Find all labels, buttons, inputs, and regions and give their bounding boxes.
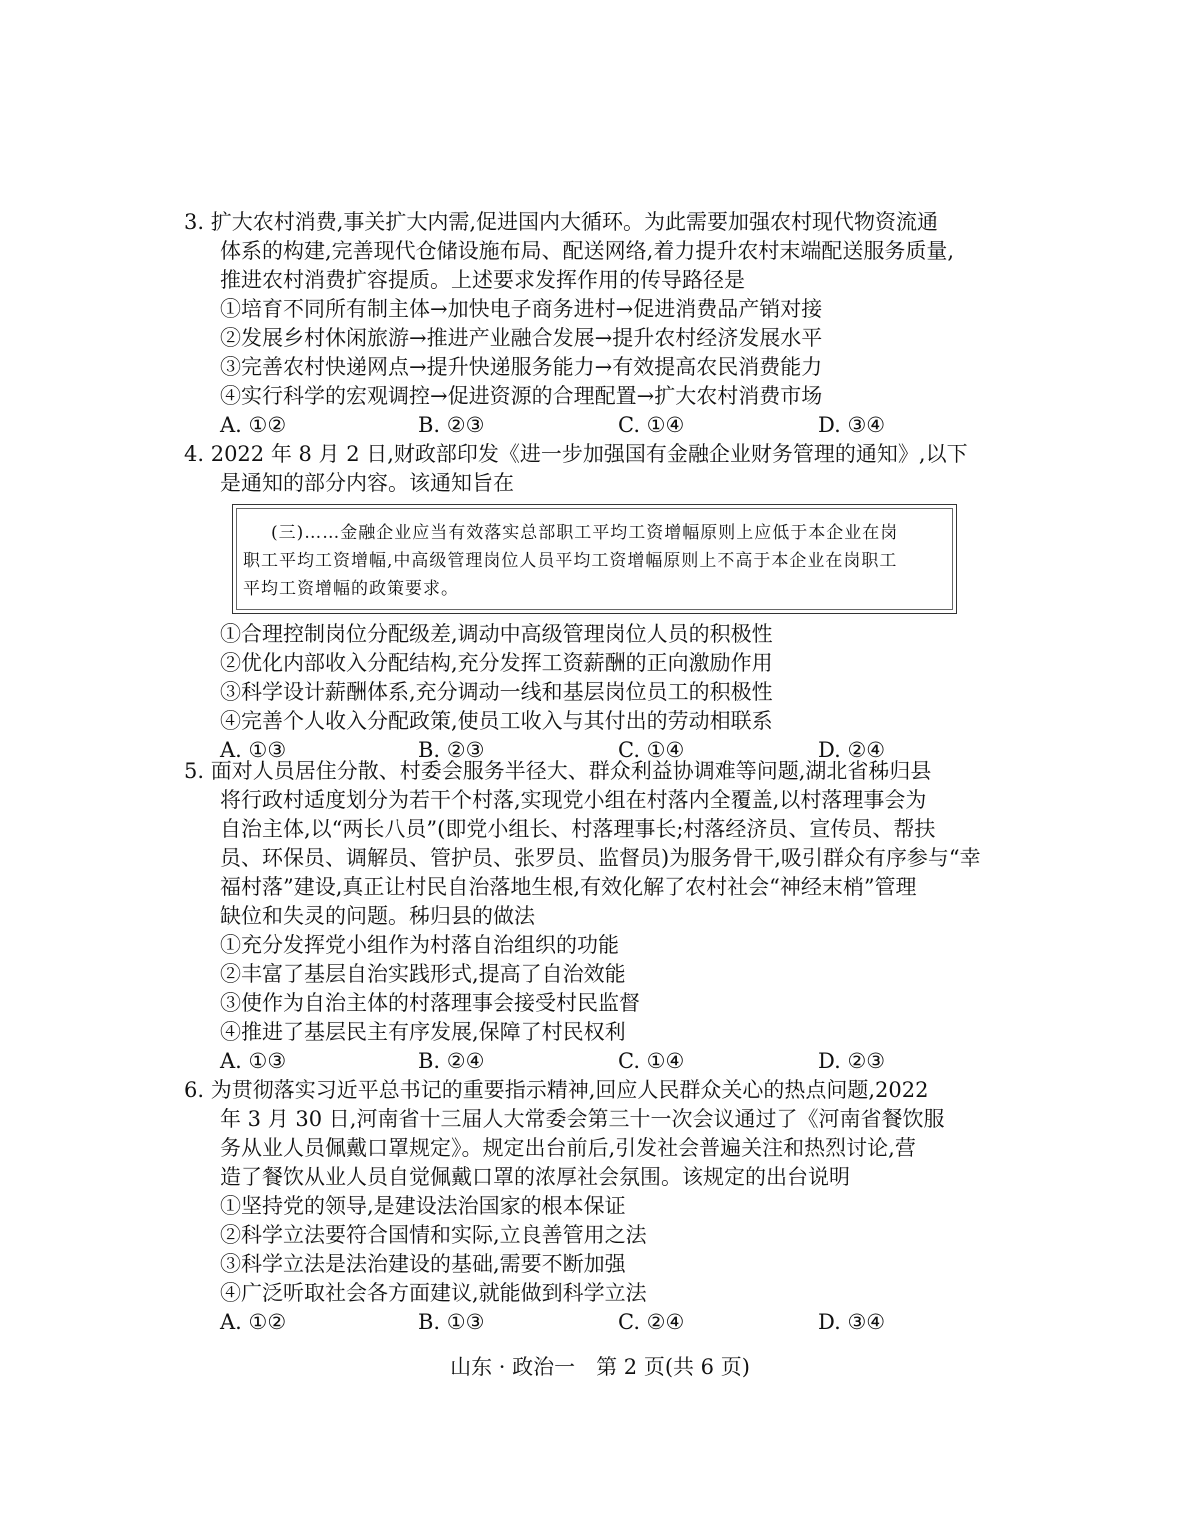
question-5-stem-line-2: 将行政村适度划分为若干个村落,实现党小组在村落内全覆盖,以村落理事会为: [220, 788, 927, 812]
question-5-choice-a: A. ①③: [220, 1049, 287, 1073]
question-5-choice-b: B. ②④: [418, 1049, 485, 1073]
question-4-choice-c: C. ①④: [618, 738, 685, 762]
question-4-option-4: ④完善个人收入分配政策,使员工收入与其付出的劳动相联系: [220, 709, 773, 733]
question-5: [184, 757, 998, 1076]
question-5-stem-line-4: 员、环保员、调解员、管护员、张罗员、监督员)为服务骨干,吸引群众有序参与“幸: [220, 846, 981, 870]
question-4: [184, 440, 998, 765]
question-6-stem-line-3: 务从业人员佩戴口罩规定》。规定出台前后,引发社会普遍关注和热烈讨论,营: [220, 1136, 916, 1160]
question-5-option-2: ②丰富了基层自治实践形式,提高了自治效能: [220, 962, 626, 986]
question-3-option-1: ①培育不同所有制主体→加快电子商务进村→促进消费品产销对接: [220, 297, 823, 321]
question-6-choice-d: D. ③④: [818, 1310, 886, 1334]
question-6-stem-line-2: 年 3 月 30 日,河南省十三届人大常委会第三十一次会议通过了《河南省餐饮服: [220, 1107, 945, 1131]
question-4-stem-line-1: 4. 2022 年 8 月 2 日,财政部印发《进一步加强国有金融企业财务管理的通知》,以下: [184, 442, 968, 466]
question-6-stem-line-4: 造了餐饮从业人员自觉佩戴口罩的浓厚社会氛围。该规定的出台说明: [220, 1165, 850, 1189]
question-5-choice-c: C. ①④: [618, 1049, 685, 1073]
question-5-stem-line-3: 自治主体,以“两长八员”(即党小组长、村落理事长;村落经济员、宣传员、帮扶: [220, 817, 936, 841]
question-3: [184, 208, 998, 440]
question-5-stem-line-5: 福村落”建设,真正让村民自治落地生根,有效化解了农村社会“神经末梢”管理: [220, 875, 917, 899]
question-4-stem-line-2: 是通知的部分内容。该通知旨在: [220, 471, 514, 495]
question-6-option-4: ④广泛听取社会各方面建议,就能做到科学立法: [220, 1281, 647, 1305]
question-3-stem-line-3: 推进农村消费扩容提质。上述要求发挥作用的传导路径是: [220, 268, 745, 292]
question-4-choice-b: B. ②③: [418, 738, 485, 762]
question-4-choice-a: A. ①③: [220, 738, 287, 762]
question-3-option-4: ④实行科学的宏观调控→促进资源的合理配置→扩大农村消费市场: [220, 384, 823, 408]
question-3-stem-line-1: 3. 扩大农村消费,事关扩大内需,促进国内大循环。为此需要加强农村现代物资流通: [184, 210, 939, 234]
question-5-choice-d: D. ②③: [818, 1049, 886, 1073]
question-6-option-3: ③科学立法是法治建设的基础,需要不断加强: [220, 1252, 626, 1276]
question-4-option-3: ③科学设计薪酬体系,充分调动一线和基层岗位员工的积极性: [220, 680, 773, 704]
question-6-choice-b: B. ①③: [418, 1310, 485, 1334]
question-4-choice-d: D. ②④: [818, 738, 886, 762]
question-5-option-3: ③使作为自治主体的村落理事会接受村民监督: [220, 991, 640, 1015]
question-6-choice-a: A. ①②: [220, 1310, 287, 1334]
question-3-choice-d: D. ③④: [818, 413, 886, 437]
question-5-option-4: ④推进了基层民主有序发展,保障了村民权利: [220, 1020, 626, 1044]
question-3-choices: [198, 411, 998, 440]
question-6-option-1: ①坚持党的领导,是建设法治国家的根本保证: [220, 1194, 626, 1218]
policy-excerpt-box: [232, 504, 957, 614]
question-5-stem-line-1: 5. 面对人员居住分散、村委会服务半径大、群众利益协调难等问题,湖北省秭归县: [184, 759, 932, 783]
question-4-option-1: ①合理控制岗位分配级差,调动中高级管理岗位人员的积极性: [220, 622, 773, 646]
question-3-option-2: ②发展乡村休闲旅游→推进产业融合发展→提升农村经济发展水平: [220, 326, 823, 350]
page-footer: 山东 · 政治一 第 2 页(共 6 页): [450, 1355, 750, 1379]
question-4-option-2: ②优化内部收入分配结构,充分发挥工资薪酬的正向激励作用: [220, 651, 773, 675]
question-6-choices: [198, 1308, 998, 1337]
question-5-choices: [198, 1047, 998, 1076]
question-6: [184, 1076, 998, 1337]
policy-excerpt-line-2: 职工平均工资增幅,中高级管理岗位人员平均工资增幅原则上不高于本企业在岗职工: [243, 551, 898, 571]
question-3-choice-c: C. ①④: [618, 413, 685, 437]
question-3-option-3: ③完善农村快递网点→提升快递服务能力→有效提高农民消费能力: [220, 355, 823, 379]
question-6-option-2: ②科学立法要符合国情和实际,立良善管用之法: [220, 1223, 647, 1247]
question-5-option-1: ①充分发挥党小组作为村落自治组织的功能: [220, 933, 619, 957]
question-6-stem-line-1: 6. 为贯彻落实习近平总书记的重要指示精神,回应人民群众关心的热点问题,2022: [184, 1078, 929, 1102]
policy-excerpt-line-3: 平均工资增幅的政策要求。: [243, 579, 459, 599]
question-5-stem-line-6: 缺位和失灵的问题。秭归县的做法: [220, 904, 535, 928]
question-3-choice-a: A. ①②: [220, 413, 287, 437]
question-3-choice-b: B. ②③: [418, 413, 485, 437]
question-3-stem-line-2: 体系的构建,完善现代仓储设施布局、配送网络,着力提升农村末端配送服务质量,: [220, 239, 955, 263]
policy-excerpt-line-1: (三)……金融企业应当有效落实总部职工平均工资增幅原则上应低于本企业在岗: [271, 523, 899, 543]
question-6-choice-c: C. ②④: [618, 1310, 685, 1334]
